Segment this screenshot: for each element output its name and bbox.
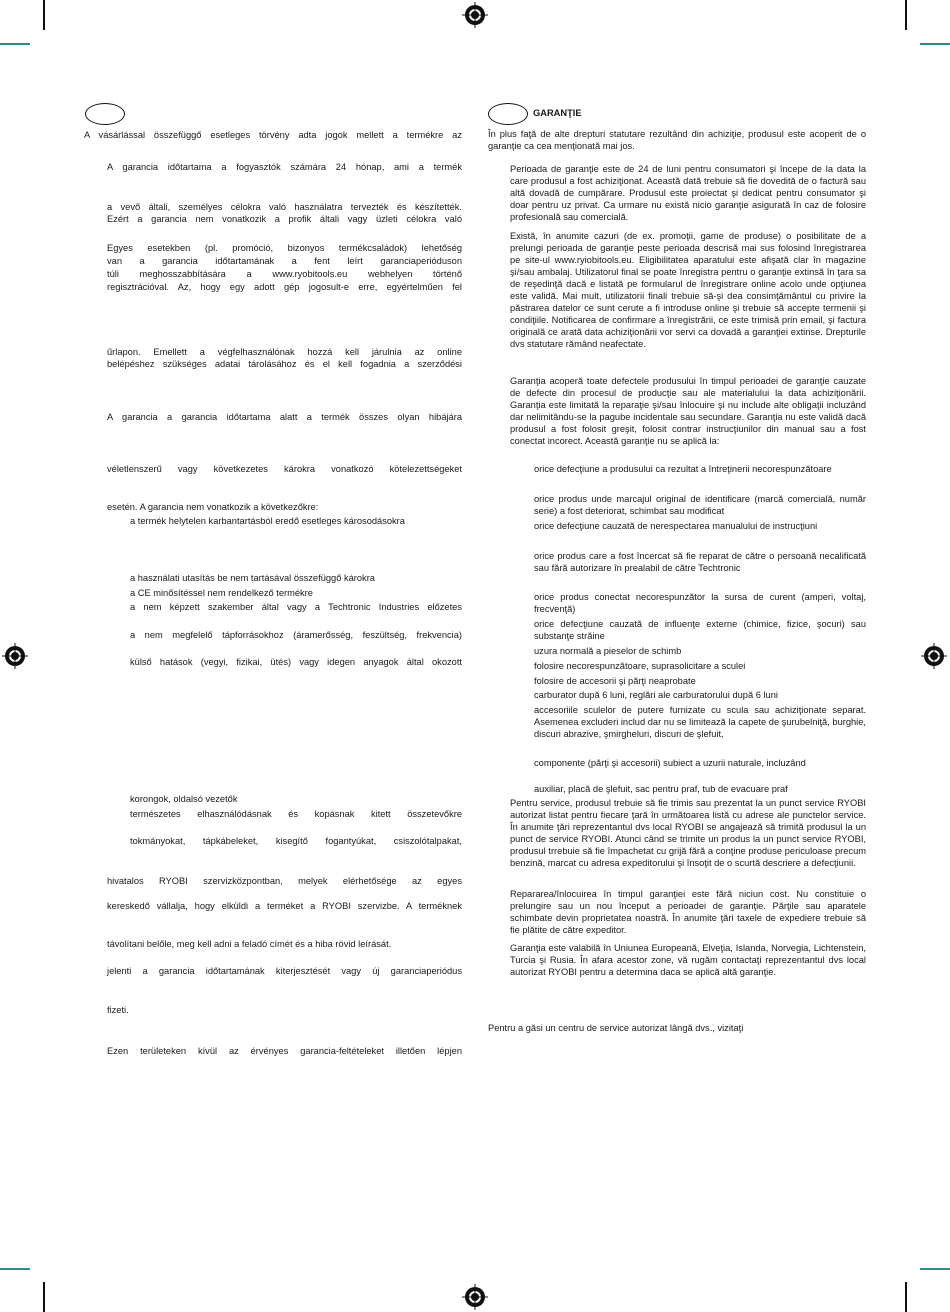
- right-list-item: orice defecţiune cauzată de nerespectarea manualului de instrucţiuni: [534, 521, 818, 531]
- left-line: űrlapon. Emellett a végfelhasználónak hozzá kell járulnia az online: [107, 347, 462, 357]
- left-line: A vásárlással összefüggő esetleges törvény adta jogok mellett a termékre az: [84, 130, 462, 140]
- right-paragraph: Perioada de garanţie este de 24 de luni pentru consumatori şi începe de la data la care produsul a fost achiziţionat. Această dată trebuie să fie dovedită de o factură sau altă dovadă de cumpărare. Produsul este proiectat şi dedicat pentru consumator şi doar pentru uz privat. Ca urmare nu există nicio garanţie asigurată în caz de folosire profesională sau comercială.: [510, 164, 866, 222]
- left-line: fizeti.: [107, 1005, 129, 1015]
- left-list-item: külső hatások (vegyi, fizikai, ütés) vagy idegen anyagok által okozott: [130, 657, 462, 667]
- right-paragraph: Există, în anumite cazuri (de ex. promoţii, game de produse) o posibilitate de a prelungi perioada de garanţie peste perioada descrisă mai sus folosind înregistrarea pe site-ul www.ryiobitools.eu. Eligibilitatea aparatului este afişată clar în magazine şi/sau ambalaj. Utilizatorul final se poate înregistra pentru o garanţie extinsă în ţara sa de reşedinţă dacă e listată pe formularul de înregistrare online acolo unde opţiunea este validă. Mai mult, utilizatorii finali trebuie să-şi dea consimţământul cu privire la păstrarea datelor ce sunt cerute a fi introduse online şi trebuie să accepte termenii şi condiţiile. Notificarea de confirmare a înregistrării, ce este trimisă prin email, şi factura originală ce arată data achiziţionării vor servi ca dovadă a garanţiei extinse. Drepturile dvs statutare rămând neafectate.: [510, 231, 866, 349]
- right-paragraph: Garanţia este valabilă în Uniunea Europeană, Elveţia, Islanda, Norvegia, Lichtenstein, Turcia şi Rusia. În afara acestor zone, vă rugăm contactaţi reprezentantul dvs local autorizat RYOBI pentru a determina daca se aplică altă garanţie.: [510, 943, 866, 977]
- left-line: esetén. A garancia nem vonatkozik a következőkre:: [107, 502, 319, 512]
- left-line: hivatalos RYOBI szervizközpontban, melyek elérhetősége az egyes: [107, 876, 462, 886]
- right-list-item: orice defecţiune cauzată de influenţe externe (chimice, fizice, şocuri) sau substanţe străine: [534, 619, 866, 641]
- right-list-item: orice defecţiune a produsului ca rezultat a întreţinerii necorespunzătoare: [534, 464, 832, 474]
- right-list-item: folosire necorespunzătoare, suprasolicitare a sculei: [534, 661, 746, 671]
- left-line: A garancia időtartama a fogyasztók számára 24 hónap, ami a termék: [107, 162, 462, 172]
- right-paragraph: Repararea/înlocuirea în timpul garanţiei este fără niciun cost. Nu constituie o prelungire sau un nou început a perioadei de garanţie. Părţile sau aparatele schimbate devin proprietatea noastră. În anumite ţări taxele de expediere trebuie să fie plătite de către expeditor.: [510, 889, 866, 935]
- right-list-item: orice produs care a fost încercat să fie reparat de către o persoană necalificată sau fără autorizare în prealabil de către Techtronic: [534, 551, 866, 573]
- left-list-item: a nem képzett szakember által vagy a Techtronic Industries előzetes: [130, 602, 462, 612]
- left-line: túli meghosszabbítására a www.ryobitools.eu webhelyen történő: [107, 269, 462, 279]
- right-list-item: carburator după 6 luni, reglări ale carburatorului după 6 luni: [534, 690, 778, 700]
- right-footer-line: Pentru a găsi un centru de service autorizat lângă dvs., vizitaţi: [488, 1023, 744, 1033]
- right-paragraph: Garanţia acoperă toate defectele produsului în timpul perioadei de garanţie cauzate de defecte din procesul de producţie sau ale materialului la data achiziţionării. Garanţia este limitată la reparaţie şi/sau înlocuire şi nu include alte obligaţii incluzând dar nelimitându-se la pagube incidentale sau secundare. Garanţia nu este validă dacă produsul a fost folosit greşit, folosit contrar instrucţiunilor din manual sau a fost conectat incorect. Această garanţie nu se aplică la:: [510, 376, 866, 446]
- right-paragraph: Pentru service, produsul trebuie să fie trimis sau prezentat la un punct service RYOBI autorizat listat pentru fiecare ţară în următoarea listă cu adrese ale punctelor service. În anumite ţări reprezentantul dvs local RYOBI se angajează să trimită produsul la un punct de service RYOBI. Atunci când se trimite un produs la un punct service RYOBI, produsul trrebuie să fie împachetat cu grijă fără a conţine produse periculoase precum benzină, marcat cu adresa expeditorului şi însoţit de o scurtă descriere a defecţiunii.: [510, 798, 866, 868]
- left-line: belépéshez szükséges adatai tárolásához és el kell fogadnia a szerződési: [107, 359, 462, 369]
- section-heading: GARANŢIE: [533, 108, 582, 118]
- right-list-item: uzura normală a pieselor de schimb: [534, 646, 682, 656]
- right-list-item: auxiliar, placă de şlefuit, sac pentru praf, tub de evacuare praf: [534, 784, 788, 794]
- left-list-item: korongok, oldalsó vezetők: [130, 794, 238, 804]
- left-list-item: tokmányokat, tápkábeleket, kisegítő fogantyúkat, csiszolótalpakat,: [130, 836, 462, 846]
- left-line: a vevő általi, személyes célokra való használatra tervezték és készítették.: [107, 202, 462, 212]
- left-line: Ezen területeken kívül az érvényes garancia-feltételeket illetően lépjen: [107, 1046, 462, 1056]
- left-line: Egyes esetekben (pl. promóció, bizonyos termékcsaládok) lehetőség: [107, 243, 462, 253]
- right-list-item: componente (părţi şi accesorii) subiect a uzurii naturale, incluzând: [534, 758, 806, 768]
- left-line: regisztrációval. Az, hogy egy adott gép jogosult-e erre, egyértelműen fel: [107, 282, 462, 292]
- left-line: van a garancia időtartamának a fent leírt garanciaperióduson: [107, 256, 462, 266]
- left-line: jelenti a garancia időtartamának kiterjesztését vagy új garanciaperiódus: [107, 966, 462, 976]
- right-intro: În plus faţă de alte drepturi statutare rezultând din achiziţie, produsul este acoperit de o garanţie ca cea menţionată mai jos.: [488, 129, 866, 151]
- left-line: Ezért a garancia nem vonatkozik a profik általi vagy üzleti célokra való: [107, 214, 462, 224]
- left-line: A garancia a garancia időtartama alatt a termék összes olyan hibájára: [107, 412, 462, 422]
- left-line: véletlenszerű vagy következetes károkra vonatkozó kötelezettségeket: [107, 464, 462, 474]
- right-list-item: orice produs unde marcajul original de identificare (marcă comercială, număr serie) a fost deteriorat, schimbat sau modificat: [534, 494, 866, 516]
- left-line: távolítani belőle, meg kell adni a feladó címét és a hiba rövid leírását.: [107, 939, 392, 949]
- left-list-item: a CE minősítéssel nem rendelkező termékre: [130, 588, 313, 598]
- right-list-item: accesoriile sculelor de putere furnizate cu scula sau achiziţionate separat. Asemenea excluderi includ dar nu se limitează la capete de şurubelniţă, burghie, discuri abrazive, şmirgheluri, discuri de şlefuit,: [534, 705, 866, 739]
- left-list-item: a nem megfelelő tápforrásokhoz (áramerősség, feszültség, frekvencia): [130, 630, 462, 640]
- left-list-item: természetes elhasználódásnak és kopásnak kitett összetevőkre: [130, 809, 462, 819]
- left-list-item: a termék helytelen karbantartásból eredő esetleges károsodásokra: [130, 516, 405, 526]
- left-list-item: a használati utasítás be nem tartásával összefüggő károkra: [130, 573, 375, 583]
- left-line: kereskedő vállalja, hogy elküldi a terméket a RYOBI szervizbe. A terméknek: [107, 901, 462, 911]
- right-list-item: folosire de accesorii şi părţi neaprobate: [534, 676, 696, 686]
- right-list-item: orice produs conectat necorespunzător la sursa de curent (amperi, voltaj, frecvenţă): [534, 592, 866, 614]
